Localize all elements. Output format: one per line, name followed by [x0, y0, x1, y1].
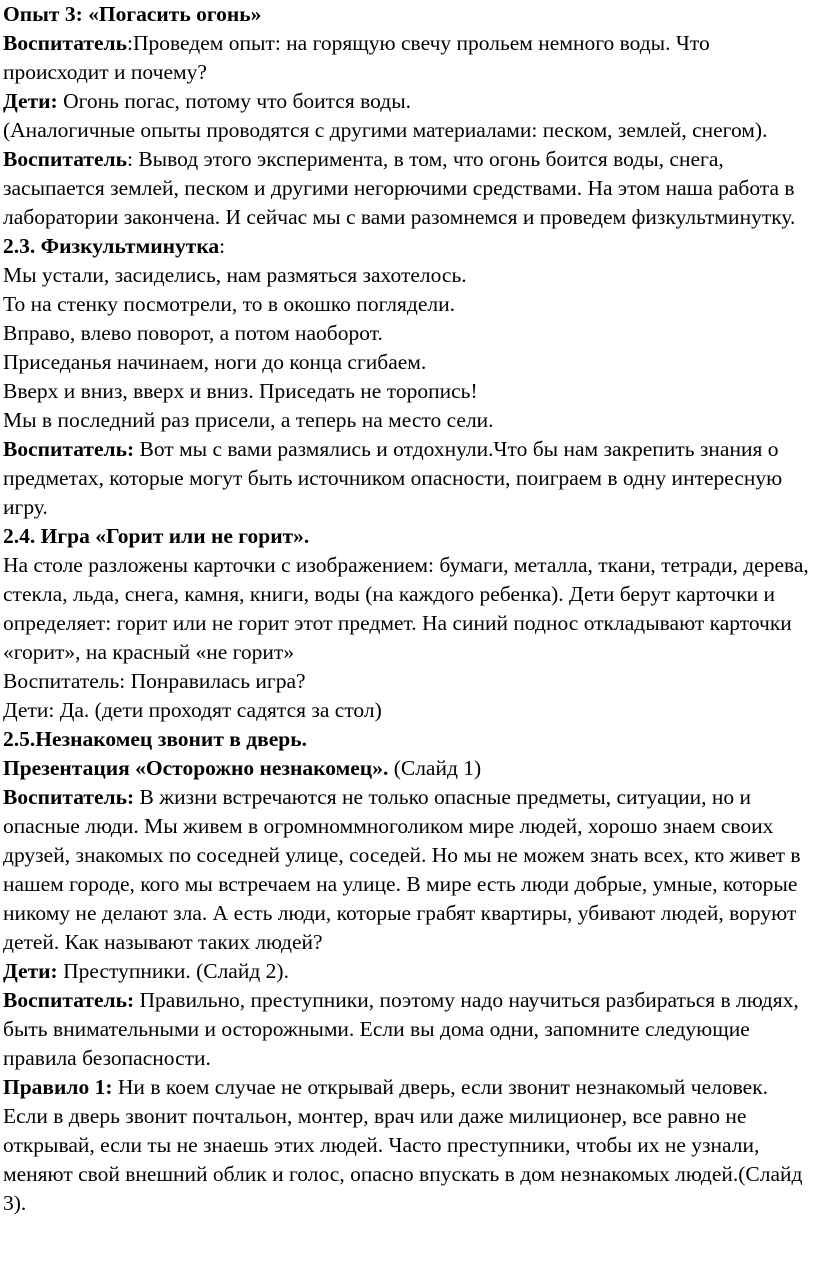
speaker-label: Воспитатель — [3, 31, 127, 55]
section-heading-game: 2.4. Игра «Горит или не горит». — [3, 524, 310, 548]
paragraph-game-description: На столе разложены карточки с изображением: бумаги, металла, ткани, тетради, дерева, стекла, льда, снега, камня, книги, воды (на каждого ребенка). Дети берут карточки и определяет: горит или не горит этот предмет. На синий поднос откладывают карточки «горит», на красный «не горит» — [3, 553, 809, 664]
paragraph-text: :Проведем опыт: на горящую свечу прольем немного воды. Что происходит и почему? — [3, 31, 710, 84]
paragraph-children-answer — [3, 87, 810, 116]
paragraph-children-criminals — [3, 957, 810, 986]
paragraph-teacher-game-intro — [3, 435, 810, 522]
experiment-heading: Опыт 3: «Погасить огонь» — [3, 2, 262, 26]
section-heading-stranger: 2.5.Незнакомец звонит в дверь. — [3, 727, 307, 751]
speaker-label: Воспитатель: — [3, 437, 135, 461]
poem-line: Вправо, влево поворот, а потом наоборот. — [3, 321, 383, 345]
speaker-label: Воспитатель — [3, 147, 127, 171]
paragraph-note: (Аналогичные опыты проводятся с другими материалами: песком, землей, снегом). — [3, 118, 768, 142]
speaker-label: Дети: — [3, 959, 58, 983]
speaker-label: Воспитатель: — [3, 785, 135, 809]
paragraph-text: Ни в коем случае не открывай дверь, если звонит незнакомый человек. Если в дверь звонит почтальон, монтер, врач или даже милиционер, все равно не открывай, если ты не знаешь этих людей. Часто преступники, чтобы их не узнали, меняют свой внешний облик и голос, опасно впускать в дом незнакомых людей.(Слайд 3). — [3, 1075, 803, 1215]
poem-line: Вверх и вниз, вверх и вниз. Приседать не торопись! — [3, 379, 478, 403]
paragraph-text: Правильно, преступники, поэтому надо научиться разбираться в людях, быть внимательными и осторожными. Если вы дома одни, запомните следующие правила безопасности. — [3, 988, 799, 1070]
section-title-tail: : — [219, 234, 226, 258]
speaker-label: Воспитатель: — [3, 988, 135, 1012]
poem-line: Приседанья начинаем, ноги до конца сгибаем. — [3, 350, 427, 374]
paragraph-teacher-rules-intro — [3, 986, 810, 1073]
paragraph-presentation — [3, 754, 810, 783]
paragraph-text: (Слайд 1) — [388, 756, 482, 780]
rule-label: Правило 1: — [3, 1075, 113, 1099]
paragraph-text: : Вывод этого эксперимента, в том, что огонь боится воды, снега, засыпается землей, песком и другими негорючими средствами. На этом наша работа в лаборатории закончена. И сейчас мы с вами разомнемся и проведем физкультминутку. — [3, 147, 796, 229]
paragraph-teacher-conclusion — [3, 145, 810, 232]
paragraph-teacher-question: Воспитатель: Понравилась игра? — [3, 669, 306, 693]
poem-line: Мы устали, засиделись, нам размяться захотелось. — [3, 263, 467, 287]
section-title: 2.3. Физкультминутка — [3, 234, 220, 258]
paragraph-text: В жизни встречаются не только опасные предметы, ситуации, но и опасные люди. Мы живем в огромноммноголиком мире людей, хорошо знаем своих друзей, знакомых по соседней улице, соседей. Но мы не можем знать всех, кто живет в нашем городе, кого мы встречаем на улице. В мире есть люди добрые, умные, которые никому не делают зла. А есть люди, которые грабят квартиры, убивают людей, воруют детей. Как называют таких людей? — [3, 785, 801, 954]
section-heading-exercise — [3, 232, 810, 261]
paragraph-text: Огонь погас, потому что боится воды. — [57, 89, 412, 113]
speaker-label: Дети: — [3, 89, 58, 113]
presentation-title: Презентация «Осторожно незнакомец». — [3, 756, 389, 780]
paragraph-text: Вот мы с вами размялись и отдохнули.Что бы нам закрепить знания о предметах, которые могут быть источником опасности, поиграем в одну интересную игру. — [3, 437, 783, 519]
paragraph-teacher-experiment — [3, 29, 810, 87]
paragraph-text: Преступники. (Слайд 2). — [57, 959, 289, 983]
poem-line: То на стенку посмотрели, то в окошко поглядели. — [3, 292, 456, 316]
paragraph-children-reply: Дети: Да. (дети проходят садятся за стол) — [3, 698, 382, 722]
poem-line: Мы в последний раз присели, а теперь на место сели. — [3, 408, 494, 432]
paragraph-rule-1 — [3, 1073, 810, 1218]
paragraph-teacher-dangerous-people — [3, 783, 810, 957]
